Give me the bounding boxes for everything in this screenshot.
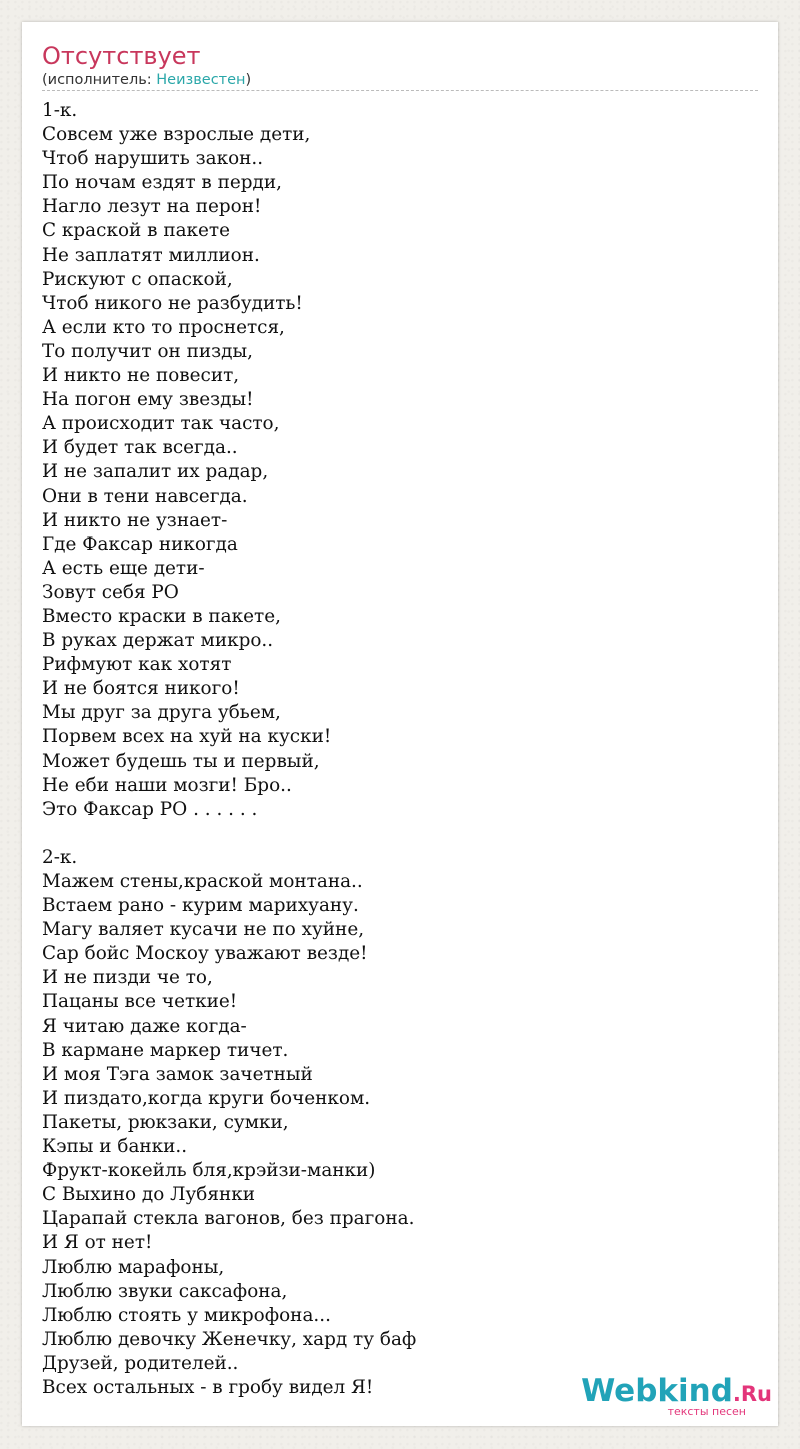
lyric-line: Где Факсар никогда xyxy=(42,533,238,555)
lyric-line: В кармане маркер тичет. xyxy=(42,1039,289,1061)
lyric-line: 2-к. xyxy=(42,846,78,868)
lyric-line: На погон ему звезды! xyxy=(42,389,254,411)
lyric-line: Рискуют с опаской, xyxy=(42,268,233,290)
lyric-line: Царапай стекла вагонов, без прагона. xyxy=(42,1208,415,1230)
lyric-line: Пацаны все четкие! xyxy=(42,991,238,1013)
lyric-line: Чтоб никого не разбудить! xyxy=(42,292,303,314)
lyric-line: Люблю стоять у микрофона... xyxy=(42,1304,331,1326)
lyric-line: Всех остальных - в гробу видел Я! xyxy=(42,1376,374,1398)
lyric-line: И Я от нет! xyxy=(42,1232,153,1254)
logo-main-text: Webkind xyxy=(581,1373,733,1409)
lyrics-card xyxy=(22,22,778,1426)
lyric-line: Они в тени навсегда. xyxy=(42,485,248,507)
site-logo[interactable] xyxy=(572,1374,772,1418)
lyric-line: Магу валяет кусачи не по хуйне, xyxy=(42,919,365,941)
lyric-line: Не заплатят миллион. xyxy=(42,244,260,266)
lyric-line: А если кто то проснется, xyxy=(42,316,285,338)
lyric-line: Друзей, родителей.. xyxy=(42,1352,239,1374)
lyric-line: И моя Тэга замок зачетный xyxy=(42,1063,313,1085)
lyric-line: 1-к. xyxy=(42,100,78,121)
lyric-line: Зовут себя РО xyxy=(42,581,179,603)
lyric-line: С краской в пакете xyxy=(42,220,230,242)
lyric-line: И не запалит их радар, xyxy=(42,461,269,483)
lyric-line: Чтоб нарушить закон.. xyxy=(42,148,264,170)
logo-suffix: .Ru xyxy=(732,1382,772,1406)
lyric-line: Встаем рано - курим марихуану. xyxy=(42,895,359,917)
artist-prefix: (исполнитель: xyxy=(42,72,157,88)
lyrics-text xyxy=(42,99,762,1400)
stanza-break xyxy=(42,822,762,846)
logo-tagline: тексты песен xyxy=(667,1405,746,1418)
lyric-line: По ночам ездят в перди, xyxy=(42,172,282,194)
lyric-line: Пакеты, рюкзаки, сумки, xyxy=(42,1111,289,1133)
lyric-line: Люблю марафоны, xyxy=(42,1256,225,1278)
lyric-line: Вместо краски в пакете, xyxy=(42,605,281,627)
lyric-line: С Выхино до Лубянки xyxy=(42,1184,255,1206)
lyric-line: Кэпы и банки.. xyxy=(42,1136,188,1158)
lyric-line: В руках держат микро.. xyxy=(42,630,274,652)
lyric-line: И не пизди че то, xyxy=(42,967,213,989)
lyric-line: Фрукт-кокейль бля,крэйзи-манки) xyxy=(42,1160,376,1182)
lyric-line: Люблю девочку Женечку, хард ту баф xyxy=(42,1328,417,1350)
lyric-line: А есть еще дети- xyxy=(42,557,205,579)
lyric-line: Люблю звуки саксафона, xyxy=(42,1280,288,1302)
artist-line xyxy=(42,71,251,89)
lyric-line: И никто не узнает- xyxy=(42,509,228,531)
lyric-line: То получит он пизды, xyxy=(42,340,253,362)
lyric-line: И никто не повесит, xyxy=(42,365,240,387)
lyric-line: Это Факсар РО . . . . . . xyxy=(42,798,258,820)
lyric-line: Мы друг за друга убьем, xyxy=(42,702,281,724)
lyric-line: Мажем стены,краской монтана.. xyxy=(42,871,363,892)
artist-suffix: ) xyxy=(245,72,252,88)
title-divider xyxy=(42,90,758,91)
lyric-line: Не еби наши мозги! Бро.. xyxy=(42,774,292,796)
lyric-line: Совсем уже взрослые дети, xyxy=(42,124,311,146)
lyric-line: Рифмуют как хотят xyxy=(42,654,232,676)
song-title: Отсутствует xyxy=(42,42,201,70)
lyric-line: Я читаю даже когда- xyxy=(42,1015,247,1037)
lyric-line: Может будешь ты и первый, xyxy=(42,750,320,772)
lyric-line: Порвем всех на хуй на куски! xyxy=(42,726,332,748)
lyric-line: И пиздато,когда круги боченком. xyxy=(42,1087,371,1109)
artist-link[interactable]: Неизвестен xyxy=(156,72,246,88)
lyric-line: Нагло лезут на перон! xyxy=(42,196,262,218)
lyric-line: И не боятся никого! xyxy=(42,678,240,700)
lyric-line: А происходит так часто, xyxy=(42,413,280,435)
lyric-line: Сар бойс Москоу уважают везде! xyxy=(42,943,368,965)
lyric-line: И будет так всегда.. xyxy=(42,437,238,459)
